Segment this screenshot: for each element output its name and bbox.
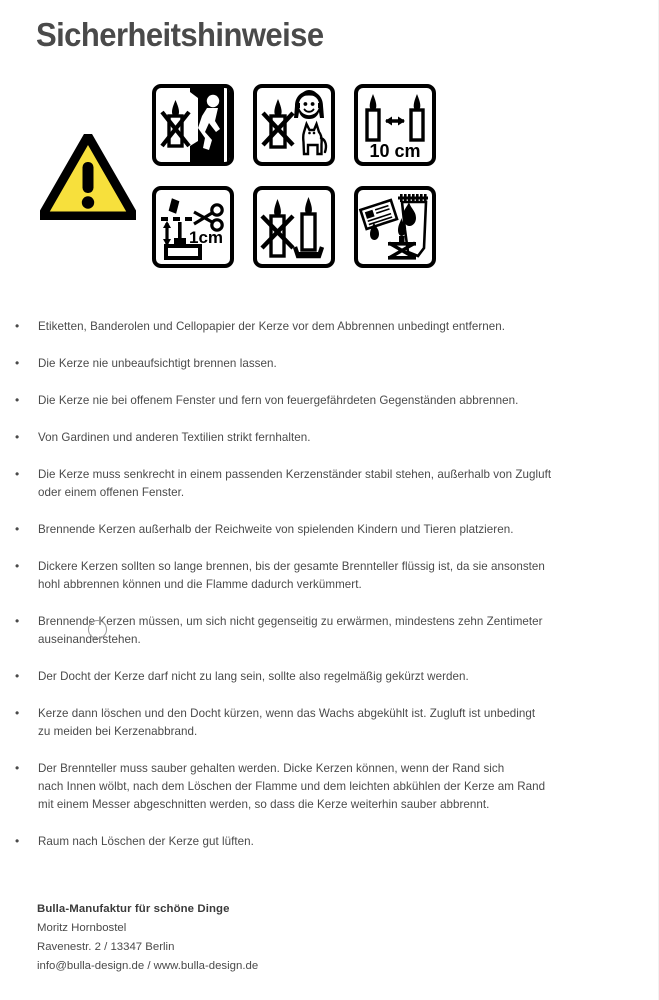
safety-note-item xyxy=(13,392,633,410)
safety-note-line: zu meiden bei Kerzenabbrand. xyxy=(38,725,198,738)
safety-note-line: • Die Kerze nie bei offenem Fenster und fern von feuergefährdeten Gegenständen abbrennen. xyxy=(38,394,519,407)
safety-note-item xyxy=(13,429,633,447)
footer-contact-name: Moritz Hornbostel xyxy=(37,922,127,934)
safety-note-item xyxy=(13,833,633,851)
safety-note-item xyxy=(13,318,633,336)
safety-note-line: • Dickere Kerzen sollten so lange brennen, bis der gesamte Brennteller flüssig ist, da sie ansonsten xyxy=(38,560,545,573)
safety-note-item xyxy=(13,613,633,649)
pictogram-trim-wick-length xyxy=(152,186,234,268)
safety-note-line: • Etiketten, Banderolen und Cellopapier der Kerze vor dem Abbrennen unbedingt entfernen. xyxy=(38,320,506,333)
pictogram-do-not-leave-unattended xyxy=(152,84,234,166)
safety-note-line: auseinanderstehen. xyxy=(38,633,141,646)
safety-note-line: • Die Kerze muss senkrecht in einem passenden Kerzenständer stabil stehen, außerhalb von Zugluft xyxy=(38,468,552,481)
safety-note-line: nach Innen wölbt, nach dem Löschen der Flamme und dem leichten abkühlen der Kerze am Rand xyxy=(38,780,546,793)
pictogram-keep-away-from-flammables xyxy=(354,186,436,268)
safety-note-item xyxy=(13,355,633,373)
safety-note-line: • Der Brennteller muss sauber gehalten werden. Dicke Kerzen können, wenn der Rand sich xyxy=(38,762,505,775)
safety-note-item xyxy=(13,668,633,686)
safety-note-line: oder einem offenen Fenster. xyxy=(38,486,185,499)
safety-note-item xyxy=(13,705,633,741)
page-title: Sicherheitshinweise xyxy=(36,16,324,53)
safety-note-item xyxy=(13,558,633,594)
warning-triangle-icon xyxy=(40,134,136,220)
safety-notes-list xyxy=(13,318,633,870)
safety-note-line: • Raum nach Löschen der Kerze gut lüften. xyxy=(38,835,254,848)
pictogram-minimum-distance-between-candles xyxy=(354,84,436,166)
footer-contact-block xyxy=(37,900,258,976)
pictogram-distance-label: 10 cm xyxy=(369,141,421,161)
pictogram-use-candle-holder xyxy=(253,186,335,268)
safety-note-line: • Die Kerze nie unbeaufsichtigt brennen lassen. xyxy=(38,357,277,370)
safety-note-line: hohl abbrennen können und die Flamme dadurch verkümmert. xyxy=(38,578,362,591)
pictogram-wick-length-label: 1cm xyxy=(188,228,224,247)
pictogram-grid xyxy=(152,84,436,268)
safety-note-line: • Brennende Kerzen müssen, um sich nicht gegenseitig zu erwärmen, mindestens zehn Zentimeter xyxy=(38,615,543,628)
safety-note-item xyxy=(13,466,633,502)
footer-email-and-website: info@bulla-design.de / www.bulla-design.de xyxy=(37,960,259,972)
safety-note-line: mit einem Messer abgeschnitten werden, so dass die Kerze weiterhin sauber abbrennt. xyxy=(38,798,490,811)
pictogram-keep-away-from-children-and-pets xyxy=(253,84,335,166)
footer-company-name: Bulla-Manufaktur für schöne Dinge xyxy=(37,903,230,915)
safety-note-item xyxy=(13,760,633,814)
safety-note-line: • Der Docht der Kerze darf nicht zu lang sein, sollte also regelmäßig gekürzt werden. xyxy=(38,670,469,683)
safety-note-line: • Kerze dann löschen und den Docht kürzen, wenn das Wachs abgekühlt ist. Zugluft ist unbedingt xyxy=(38,707,536,720)
pictogram-area xyxy=(40,84,460,292)
safety-note-line: • Von Gardinen und anderen Textilien strikt fernhalten. xyxy=(38,431,311,444)
safety-note-item xyxy=(13,521,633,539)
footer-address: Ravenestr. 2 / 13347 Berlin xyxy=(37,941,175,953)
safety-note-line: • Brennende Kerzen außerhalb der Reichweite von spielenden Kindern und Tieren platzieren. xyxy=(38,523,514,536)
